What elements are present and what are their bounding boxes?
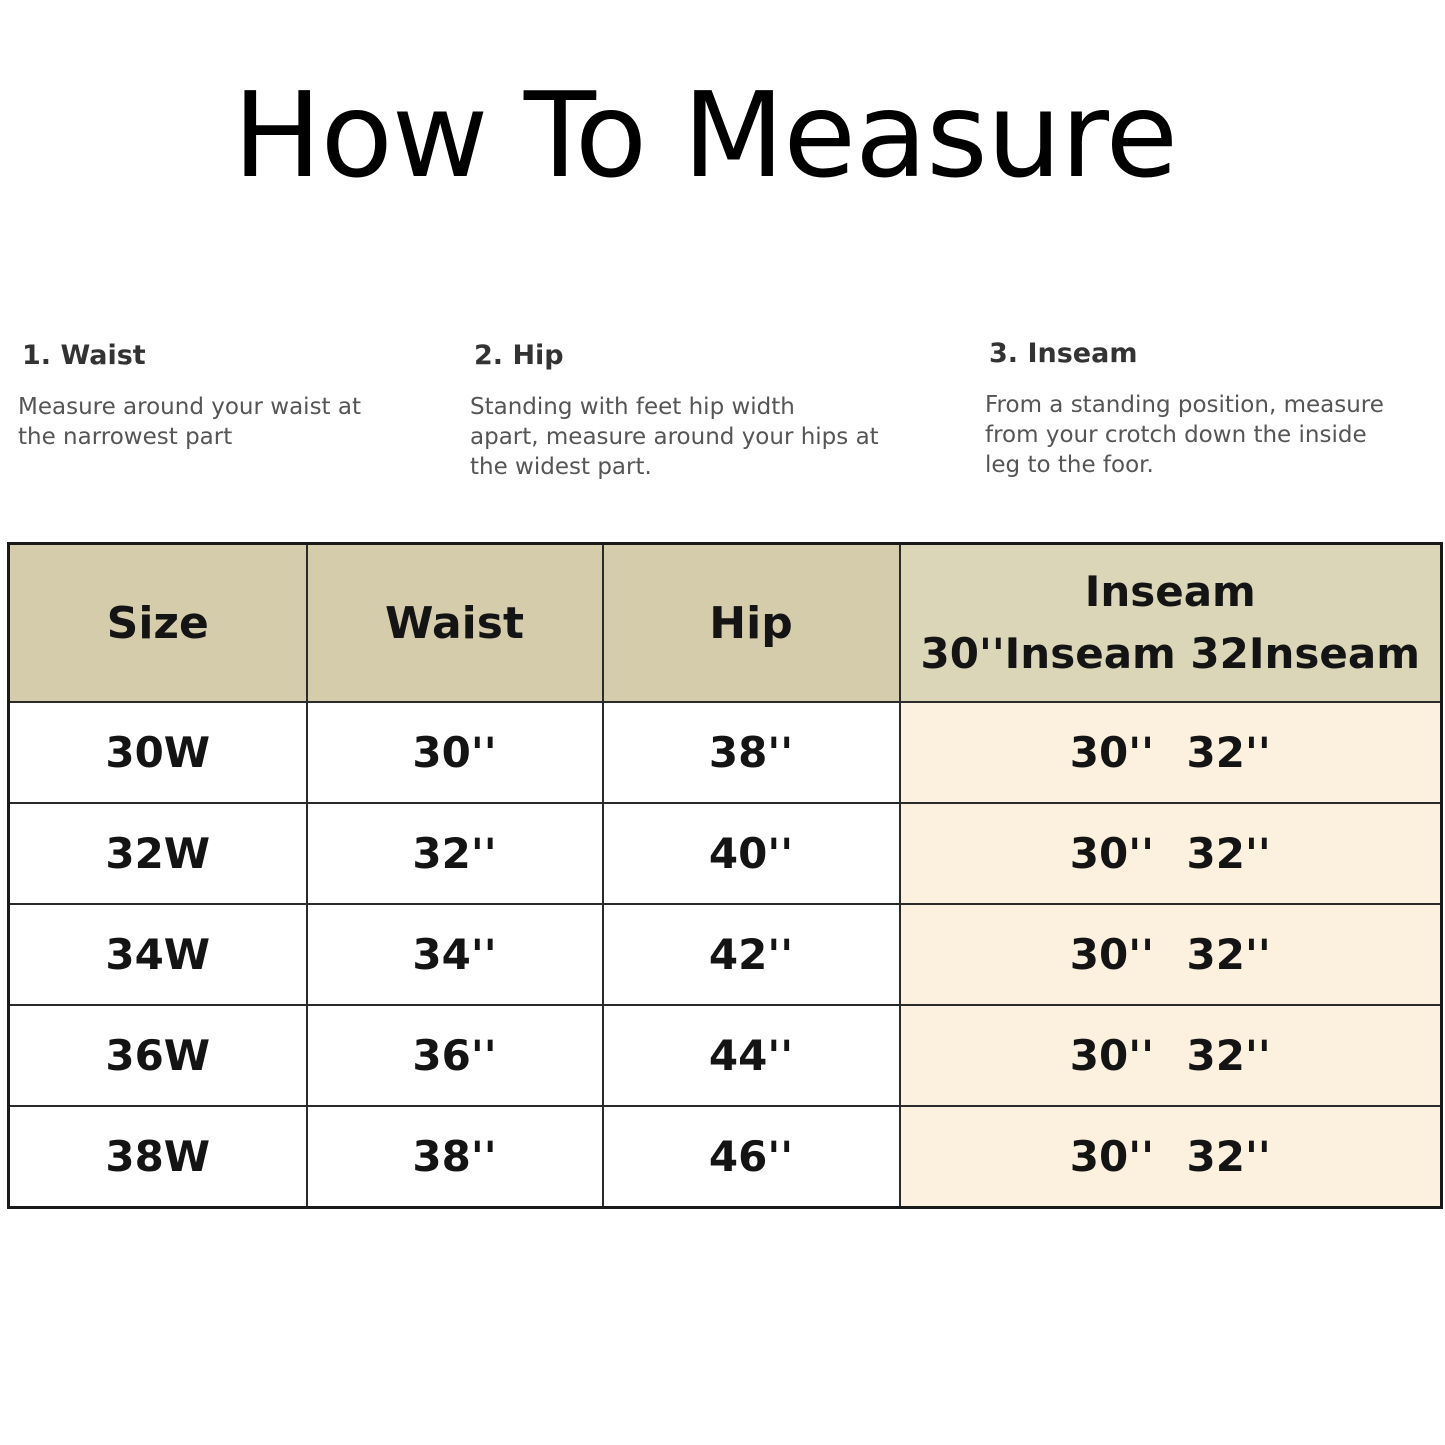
inseam-instruction [985, 336, 1435, 480]
cell-hip: 42'' [603, 904, 900, 1005]
hip-heading: 2. Hip [474, 340, 564, 371]
header-waist: Waist [307, 544, 603, 703]
waist-description: Measure around your waist at the narrowest part [18, 394, 361, 450]
table-row [9, 702, 1442, 803]
page-title: How To Measure [232, 66, 1178, 204]
cell-waist: 30'' [307, 702, 603, 803]
table-row [9, 904, 1442, 1005]
cell-size: 36W [9, 1005, 307, 1106]
cell-hip: 46'' [603, 1106, 900, 1208]
table-row [9, 803, 1442, 904]
header-inseam [900, 544, 1442, 703]
size-chart-table [7, 542, 1443, 1209]
header-hip: Hip [603, 544, 900, 703]
cell-inseam: 30'' 32'' [900, 1106, 1442, 1208]
cell-size: 38W [9, 1106, 307, 1208]
inseam-description: From a standing position, measure from your crotch down the inside leg to the foor. [985, 392, 1384, 478]
cell-waist: 34'' [307, 904, 603, 1005]
waist-instruction [18, 338, 428, 452]
header-inseam-title: Inseam [1084, 567, 1256, 616]
hip-instruction [470, 338, 940, 482]
cell-size: 32W [9, 803, 307, 904]
cell-waist: 32'' [307, 803, 603, 904]
table-header-row [9, 544, 1442, 703]
cell-inseam: 30'' 32'' [900, 803, 1442, 904]
waist-heading: 1. Waist [22, 340, 146, 371]
cell-inseam: 30'' 32'' [900, 1005, 1442, 1106]
cell-hip: 38'' [603, 702, 900, 803]
header-inseam-subtitle: 30''Inseam 32Inseam [920, 629, 1420, 678]
cell-hip: 44'' [603, 1005, 900, 1106]
table-row [9, 1106, 1442, 1208]
inseam-heading: 3. Inseam [989, 338, 1138, 369]
cell-inseam: 30'' 32'' [900, 702, 1442, 803]
cell-waist: 38'' [307, 1106, 603, 1208]
cell-waist: 36'' [307, 1005, 603, 1106]
cell-hip: 40'' [603, 803, 900, 904]
cell-size: 34W [9, 904, 307, 1005]
cell-inseam: 30'' 32'' [900, 904, 1442, 1005]
cell-size: 30W [9, 702, 307, 803]
table-row [9, 1005, 1442, 1106]
hip-description: Standing with feet hip width apart, measure around your hips at the widest part. [470, 394, 879, 480]
header-size: Size [9, 544, 307, 703]
